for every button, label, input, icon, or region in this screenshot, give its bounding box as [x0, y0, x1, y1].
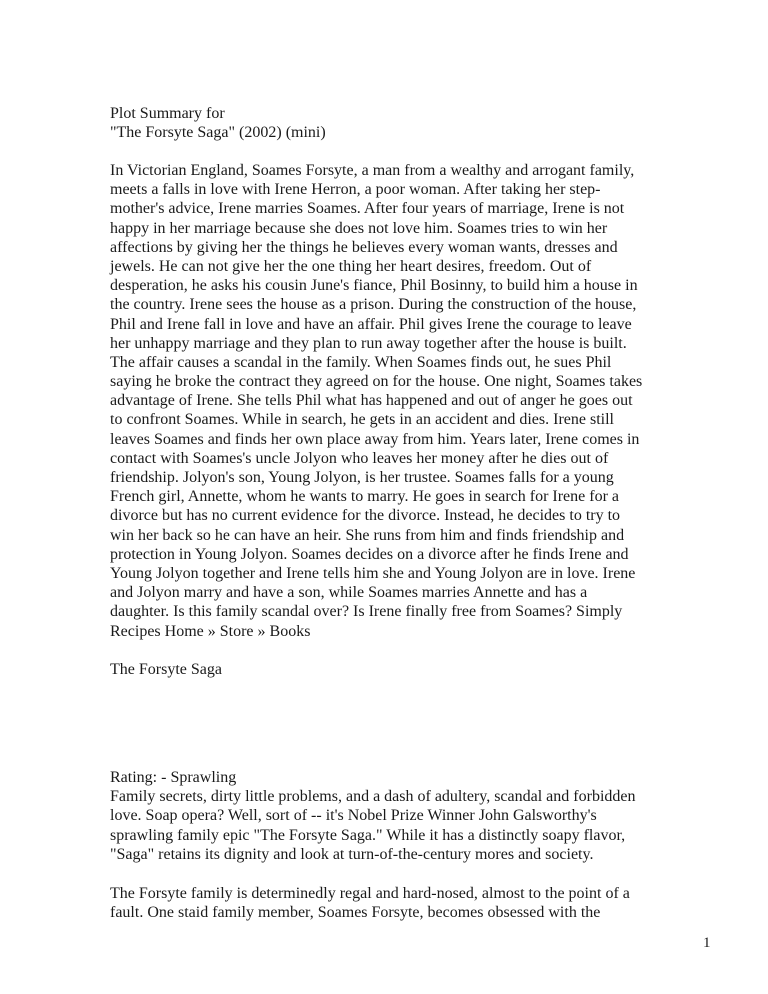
text-line: win her back so he can have an heir. She runs from him and finds friendship and [110, 526, 625, 544]
text-line: advantage of Irene. She tells Phil what has happened and out of anger he goes out [110, 392, 633, 410]
text-line: meets a falls in love with Irene Herron, a poor woman. After taking her step- [110, 181, 601, 199]
text-line: affections by giving her the things he believes every woman wants, dresses and [110, 238, 618, 256]
page-number: 1 [703, 935, 711, 951]
text-line: Rating: - Sprawling [110, 769, 237, 786]
text-line: the country. Irene sees the house as a prison. During the construction of the house, [110, 296, 637, 314]
text-line: to confront Soames. While in search, he gets in an accident and dies. Irene still [110, 411, 614, 429]
text-line: French girl, Annette, whom he wants to marry. He goes in search for Irene for a [110, 488, 620, 506]
text-line: Recipes Home » Store » Books [110, 622, 311, 640]
text-line: The Forsyte family is determinedly regal and hard-nosed, almost to the point of a [110, 885, 630, 902]
text-line: daughter. Is this family scandal over? Is Irene finally free from Soames? Simply [110, 603, 623, 621]
text-line: and Jolyon marry and have a son, while Soames marries Annette and has a [110, 584, 588, 602]
text-line: In Victorian England, Soames Forsyte, a man from a wealthy and arrogant family, [110, 162, 635, 179]
text-line: jewels. He can not give her the one thing her heart desires, freedom. Out of [110, 257, 592, 275]
text-line: fault. One staid family member, Soames Forsyte, becomes obsessed with the [110, 904, 601, 922]
text-line: leaves Soames and finds her own place away from him. Years later, Irene comes in [110, 430, 640, 448]
text-line: "Saga" retains its dignity and look at turn-of-the-century mores and society. [110, 845, 594, 863]
text-line: happy in her marriage because she does not love him. Soames tries to win her [110, 219, 608, 237]
review-second-paragraph [110, 884, 630, 922]
text-line: sprawling family epic "The Forsyte Saga." While it has a distinctly soapy flavor, [110, 826, 626, 844]
text-line: friendship. Jolyon's son, Young Jolyon, is her trustee. Soames falls for a young [110, 469, 614, 486]
text-line: love. Soap opera? Well, sort of -- it's Nobel Prize Winner John Galsworthy's [110, 807, 597, 825]
rating-review-paragraph [110, 768, 635, 864]
text-line: her unhappy marriage and they plan to run away together after the house is built. [110, 334, 627, 352]
text-line: Young Jolyon together and Irene tells him she and Young Jolyon are in love. Irene [110, 564, 636, 582]
text-line: Plot Summary for [110, 105, 225, 122]
text-line: protection in Young Jolyon. Soames decides on a divorce after he finds Irene and [110, 545, 629, 563]
standalone-title: The Forsyte Saga [110, 661, 222, 678]
plot-summary-heading [110, 104, 326, 142]
text-line: "The Forsyte Saga" (2002) (mini) [110, 124, 326, 142]
text-line: divorce but has no current evidence for the divorce. Instead, he decides to try to [110, 507, 621, 525]
text-line: The affair causes a scandal in the family. When Soames finds out, he sues Phil [110, 353, 612, 371]
text-line: Family secrets, dirty little problems, and a dash of adultery, scandal and forbidden [110, 788, 636, 806]
text-line: Phil and Irene fall in love and have an affair. Phil gives Irene the courage to leave [110, 315, 632, 333]
text-line: saying he broke the contract they agreed on for the house. One night, Soames takes [110, 373, 643, 391]
plot-summary-paragraph [110, 161, 642, 641]
text-line: contact with Soames's uncle Jolyon who leaves her money after he dies out of [110, 449, 609, 467]
text-line: desperation, he asks his cousin June's fiance, Phil Bosinny, to build him a house in [110, 277, 638, 295]
text-line: mother's advice, Irene marries Soames. After four years of marriage, Irene is not [110, 200, 625, 218]
